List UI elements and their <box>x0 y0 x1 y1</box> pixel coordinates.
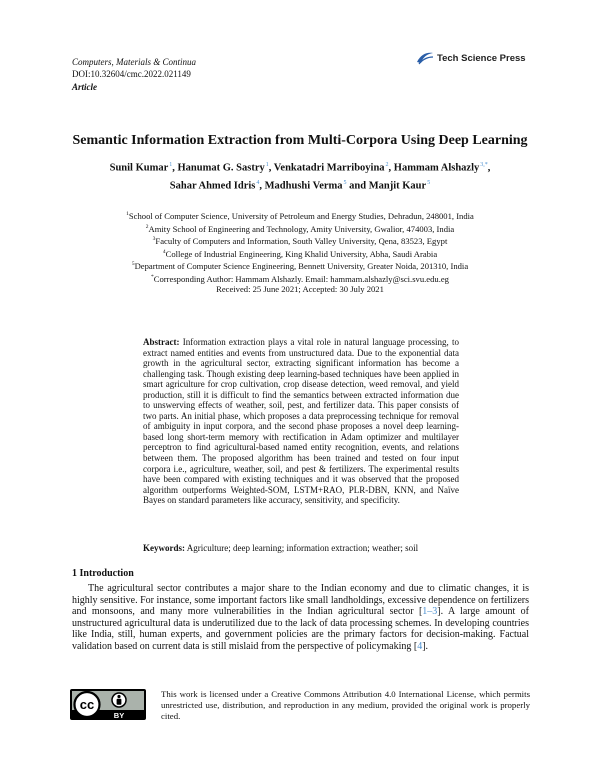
author-affil-sup[interactable]: 4 <box>256 179 260 186</box>
author-name: Venkatadri Marriboyina <box>273 162 385 174</box>
abstract-label: Abstract: <box>143 337 180 347</box>
keywords-text: Agriculture; deep learning; information extraction; weather; soil <box>186 543 419 553</box>
author-name: Manjit Kaur <box>368 180 427 191</box>
author-name: Sunil Kumar <box>109 162 169 174</box>
journal-name: Computers, Materials & Continua <box>72 57 197 67</box>
author-affil-sup[interactable]: 1 <box>265 162 269 168</box>
article-type: Article <box>72 82 97 92</box>
license-statement: This work is licensed under a Creative Commons Attribution 4.0 International License, which permits unrestricted use, distribution, and reproduction in any medium, provided the original work is properly cited. <box>161 689 530 721</box>
received-accepted-dates: Received: 25 June 2021; Accepted: 30 July 2021 <box>216 284 384 295</box>
author-affil-sup[interactable]: 1 <box>169 162 173 168</box>
author-affil-sup[interactable]: 5 <box>343 179 347 186</box>
author-affil-sup[interactable]: 3,* <box>480 162 488 168</box>
author-name: Sahar Ahmed Idris <box>169 180 256 191</box>
author-name: Hanumat G. Sastry <box>177 162 265 174</box>
publisher-name: Tech Science Press <box>437 52 526 64</box>
paper-title: Semantic Information Extraction from Multi-Corpora Using Deep Learning <box>72 133 528 148</box>
keywords-label: Keywords: <box>143 543 185 553</box>
abstract-text: Information extraction plays a vital role in natural language processing, to extract named entities and events from unstructured data. Due to the exponential data growth in the agricultural sector, extracting significant information has become a challenging task. Though existing deep learning-based techniques have been applied in smart agriculture for crop cultivation, crop disease detection, weed removal, and yield production, still it is difficult to find the semantics between extracted information due to unswerving effects of weather, soil, pest, and fertilizer data. This paper consists of two parts. An initial phase, which proposes a data preprocessing technique for removal of ambiguity in input corpora, and the second phase proposes a novel deep learning-based long short-term memory with rectification in Adam optimizer and multilayer perceptron to find agricultural-based named entity recognition, events, and relations between them. The proposed algorithm has been trained and tested on four input corpora i.e., agriculture, weather, soil, and pest & fertilizers. The experimental results have been compared with existing techniques and it was observed that the proposed algorithm outperforms Weighted-SOM, LSTM+RAO, PLR-DBN, KNN, and Naïve Bayes on standard parameters like accuracy, sensitivity, and specificity. <box>143 337 459 506</box>
citation-link[interactable]: 1–3 <box>422 606 438 618</box>
section-heading-introduction: 1 Introduction <box>72 568 134 579</box>
author-list: Sunil Kumar$^1$, Hanumat G. Sastry$^1$, Venkatadri Marriboyina$^2$, Hammam Alshazly$^{3,*}$, Sahar Ahmed Idris$^4$, Madhushi Verma$^5$ and Manjit Kaur$^5$ <box>109 162 491 191</box>
affiliations <box>60 209 540 295</box>
abstract <box>143 337 459 506</box>
doi[interactable]: DOI:10.32604/cmc.2022.021149 <box>72 69 191 79</box>
corresponding-author: *Corresponding Author: Hammam Alshazly. Email: hammam.alshazly@sci.svu.edu.eg <box>151 273 449 284</box>
affiliation-line: $^3$Faculty of Computers and Information, South Valley University, Qena, 83523, Egypt <box>152 235 448 246</box>
affiliation-line: $^4$College of Industrial Engineering, King Khalid University, Abha, Saudi Arabia <box>162 248 438 259</box>
author-affil-sup[interactable]: 5 <box>427 179 431 186</box>
author-affil-sup[interactable]: 2 <box>385 162 389 168</box>
publisher-logo <box>416 51 526 65</box>
citation-link[interactable]: 4 <box>417 640 423 652</box>
affiliation-line: $^5$Department of Computer Science Engineering, Bennett University, Greater Noida, 201310, India <box>131 261 469 272</box>
affiliation-line: $^2$Amity School of Engineering and Technology, Amity University, Gwalior, 474003, India <box>145 223 455 234</box>
keywords <box>143 543 473 554</box>
author-name: Madhushi Verma <box>264 180 343 191</box>
affiliation-line: $^1$School of Computer Science, University of Petroleum and Energy Studies, Dehradun, 248001, India <box>126 210 474 221</box>
cc-letters: cc <box>79 697 95 712</box>
introduction-paragraph: The agricultural sector contributes a major share to the Indian economy and due to climatic changes, it is highly sensitive. For instance, some important factors like small landholdings, excessive dependence on fertilizers and monsoons, and many more vulnerabilities in the Indian agricultural sector [1–3]. A large amount of unstructured agricultural data is underutilized due to the lack of data processing schemes. In developing countries like India, still, human experts, and government policies are the primary factors for decision-making. Factual validation based on current data is still mislaid from the perspective of policymaking [4]. <box>72 583 530 652</box>
author-name: Hammam Alshazly <box>393 162 480 174</box>
publisher-swoosh-icon <box>416 51 434 65</box>
cc-by-license-icon[interactable] <box>70 689 146 720</box>
by-label: BY <box>113 711 125 720</box>
